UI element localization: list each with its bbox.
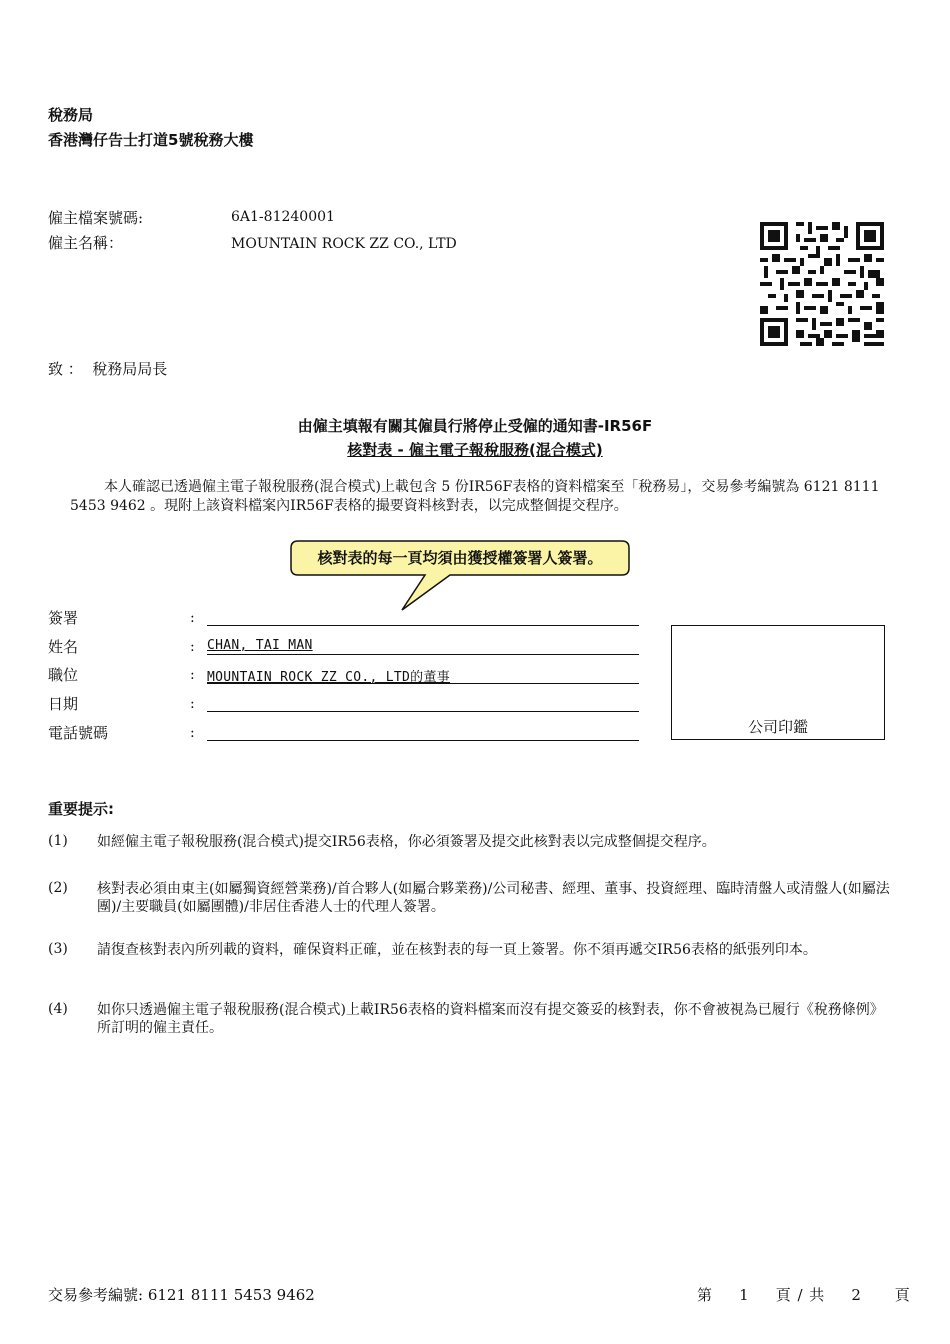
date-line[interactable] xyxy=(207,711,639,712)
page-total: 2 xyxy=(851,1286,861,1304)
position-line xyxy=(207,683,639,684)
intro-paragraph: 本人確認已透過僱主電子報稅服務(混合模式)上載包含 5 份IR56F表格的資料檔案至「稅務易」，交易參考編號為 6121 8111 5453 9462 。現附上該資料檔案內IR56F表格的撮要資料核對表，以完成整個提交程序。 xyxy=(70,479,880,514)
signature-line[interactable] xyxy=(207,625,639,626)
phone-label: 電話號碼 xyxy=(48,724,109,742)
callout-text: 核對表的每一頁均須由獲授權簽署人簽署。 xyxy=(317,549,603,567)
qr-code-icon xyxy=(760,222,884,346)
employer-file-no-label: 僱主檔案號碼: xyxy=(48,209,144,227)
note-text: 核對表必須由東主(如屬獨資經營業務)/首合夥人(如屬合夥業務)/公司秘書、經理、董事、投資經理、臨時清盤人或清盤人(如屬法團)/主要職員(如屬團體)/非居住香港人士的代理人簽署。 xyxy=(97,881,890,915)
phone-colon: : xyxy=(190,725,195,741)
position-colon: : xyxy=(190,667,195,683)
name-line xyxy=(207,654,639,655)
page-suffix: 頁 xyxy=(894,1286,910,1304)
page-prefix: 第 xyxy=(697,1286,713,1304)
note-number: (1) xyxy=(48,833,68,849)
notes-heading: 重要提示: xyxy=(48,800,114,818)
name-label: 姓名 xyxy=(48,638,79,656)
page-mid: 頁 / 共 xyxy=(775,1286,825,1304)
form-title-line2: 核對表 - 僱主電子報稅服務(混合模式) xyxy=(347,441,603,459)
note-number: (2) xyxy=(48,880,68,896)
employer-name: MOUNTAIN ROCK ZZ CO., LTD xyxy=(231,236,457,252)
signature-colon: : xyxy=(190,610,195,626)
note-text: 如經僱主電子報稅服務(混合模式)提交IR56表格，你必須簽署及提交此核對表以完成整個提交程序。 xyxy=(97,834,716,850)
employer-name-label: 僱主名稱： xyxy=(48,234,124,252)
footer-reference: 交易參考編號: 6121 8111 5453 9462 xyxy=(48,1286,315,1304)
date-colon: : xyxy=(190,696,195,712)
department-address: 香港灣仔告士打道5號稅務大樓 xyxy=(48,131,254,149)
position-label: 職位 xyxy=(48,666,79,684)
position-value: MOUNTAIN ROCK ZZ CO., LTD的董事 xyxy=(207,670,451,685)
page-current: 1 xyxy=(739,1286,749,1304)
phone-line[interactable] xyxy=(207,740,639,741)
date-label: 日期 xyxy=(48,695,79,713)
note-text: 請復查核對表內所列載的資料，確保資料正確，並在核對表的每一頁上簽署。你不須再遞交IR56表格的紙張列印本。 xyxy=(97,942,817,958)
company-chop-label: 公司印鑑 xyxy=(747,718,808,736)
form-title-line1: 由僱主填報有關其僱員行將停止受僱的通知書-IR56F xyxy=(297,417,653,435)
note-text: 如你只透過僱主電子報稅服務(混合模式)上載IR56表格的資料檔案而沒有提交簽妥的核對表，你不會被視為已履行《稅務條例》所訂明的僱主責任。 xyxy=(97,1002,884,1036)
note-number: (4) xyxy=(48,1001,68,1017)
employer-file-no: 6A1-81240001 xyxy=(231,209,335,225)
form-subtitle xyxy=(0,439,950,460)
note-number: (3) xyxy=(48,941,68,957)
footer-page-indicator xyxy=(697,1284,910,1305)
addressee-line: 致 ： 稅務局局長 xyxy=(48,360,168,378)
department-name: 稅務局 xyxy=(48,106,94,124)
name-colon: : xyxy=(190,639,195,655)
name-value: CHAN, TAI MAN xyxy=(207,638,313,653)
form-title xyxy=(0,415,950,436)
signature-label: 簽署 xyxy=(48,609,79,627)
